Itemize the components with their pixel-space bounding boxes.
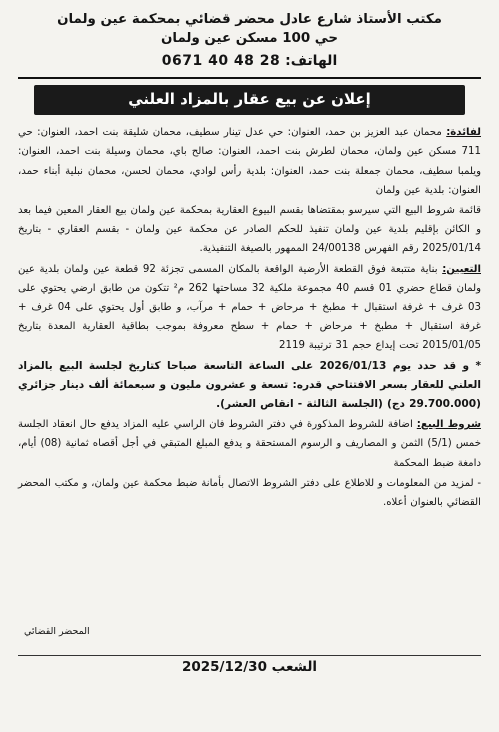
property-label: التعيين: xyxy=(442,263,481,275)
phone-number: 0671 40 48 28 xyxy=(161,52,281,69)
announcement-body xyxy=(18,123,481,512)
sale-terms-paragraph xyxy=(18,415,481,473)
office-phone xyxy=(18,51,481,71)
office-name: مكتب الأستاذ شارع عادل محضر قضائي بمحكمة عين ولمان xyxy=(57,12,442,27)
newspaper-name: الشعب xyxy=(271,659,318,675)
info-paragraph: - لمزيد من المعلومات و للاطلاع على دفتر الشروط الاتصال بأمانة ضبط محكمة عين ولمان، و مكتب المحضر القضائي بالعنوان أعلاه. xyxy=(18,477,481,509)
conditions-paragraph: قائمة شروط البيع التي سيرسو بمقتضاها بقسم البيوع العقارية بمحكمة عين ولمان بيع العقار المعين فيما بعد و الكائن بإقليم بلدية عين ولمان تنفيذ للحكم الصادر عن محكمة عين ولمان - بقسم العقاري - بتاريخ 2025/01/14 رقم الفهرس 24/00138 الممهور بالصيغة التنفيذية. xyxy=(18,204,481,255)
office-header xyxy=(18,10,481,71)
publication-footer xyxy=(18,655,481,675)
sale-terms-label: شروط البيع: xyxy=(416,419,481,431)
announcement-title: إعلان عن بيع عقار بالمزاد العلني xyxy=(34,85,465,115)
auction-paragraph: * و قد حدد يوم 2026/01/13 على الساعة التاسعة صباحا كتاريخ لجلسة البيع بالمزاد العلني للعقار بسعر الافتتاحي قدره: تسعة و عشرون مليون و سبعمائة ألف دينار جزائري (29.700.000 دج) (الجلسة الثالثة - انقاص العشر). xyxy=(18,359,482,411)
beneficiaries-text: محمان عبد العزيز بن حمد، العنوان: حي عدل تينار سطيف، محمان شليقة بنت احمد، العنوان: حي 711 مسكن عين ولمان، محمان لطرش بنت احمد، العنوان: صالح باي، محمان وسيلة بنت احمد، العنوان: ويلمبا سطيف، محمان جمعلة بنت حمد، العنوان: بلدية رأس لوادي، محمان لحسن، محمان نبلية أبناء حمد، العنوان: بلدية عين ولمان xyxy=(18,127,481,196)
property-text: بناية متتبعة فوق القطعة الأرضية الواقعة بالمكان المسمى تجزئة 92 قطعة عين ولمان بلدية عين ولمان قطاع حضري 01 قسم 40 مجموعة ملكية 32 مساحتها 262 م² تتكون من طابق ارضي يحتوي على 03 غرف + غرفة استقبال + مطبخ + مرحاض + حمام + مرآب، و طابق أول يحتوي على 04 غرف + غرفة استقبال + مطبخ + مرحاض + حمام + سطح معروفة بموجب بطاقية العقارية المعدة بتاريخ 2015/01/05 تحت إيداع حجم 31 ترتيبة 2119 xyxy=(18,263,481,352)
bailiff-signature: المحضر القضائي xyxy=(24,626,90,637)
sale-terms-text: اضافة للشروط المذكورة في دفتر الشروط فان الراسي عليه المزاد يدفع حال انعقاد الجلسة خمس (5/1) الثمن و المصاريف و الرسوم المستحقة و يدفع المبلغ المتبقي في أجل أقصاه ثمانية (08) أيام، دامغة ضبط المحكمة xyxy=(18,419,481,469)
beneficiaries-label: لفائدة: xyxy=(446,127,481,139)
publication-date: 2025/12/30 xyxy=(181,659,267,675)
header-divider xyxy=(18,77,481,79)
office-address: حي 100 مسكن عين ولمان xyxy=(160,31,339,47)
property-paragraph xyxy=(18,260,481,356)
beneficiaries-paragraph xyxy=(18,123,481,200)
phone-label: الهاتف: xyxy=(285,52,338,69)
